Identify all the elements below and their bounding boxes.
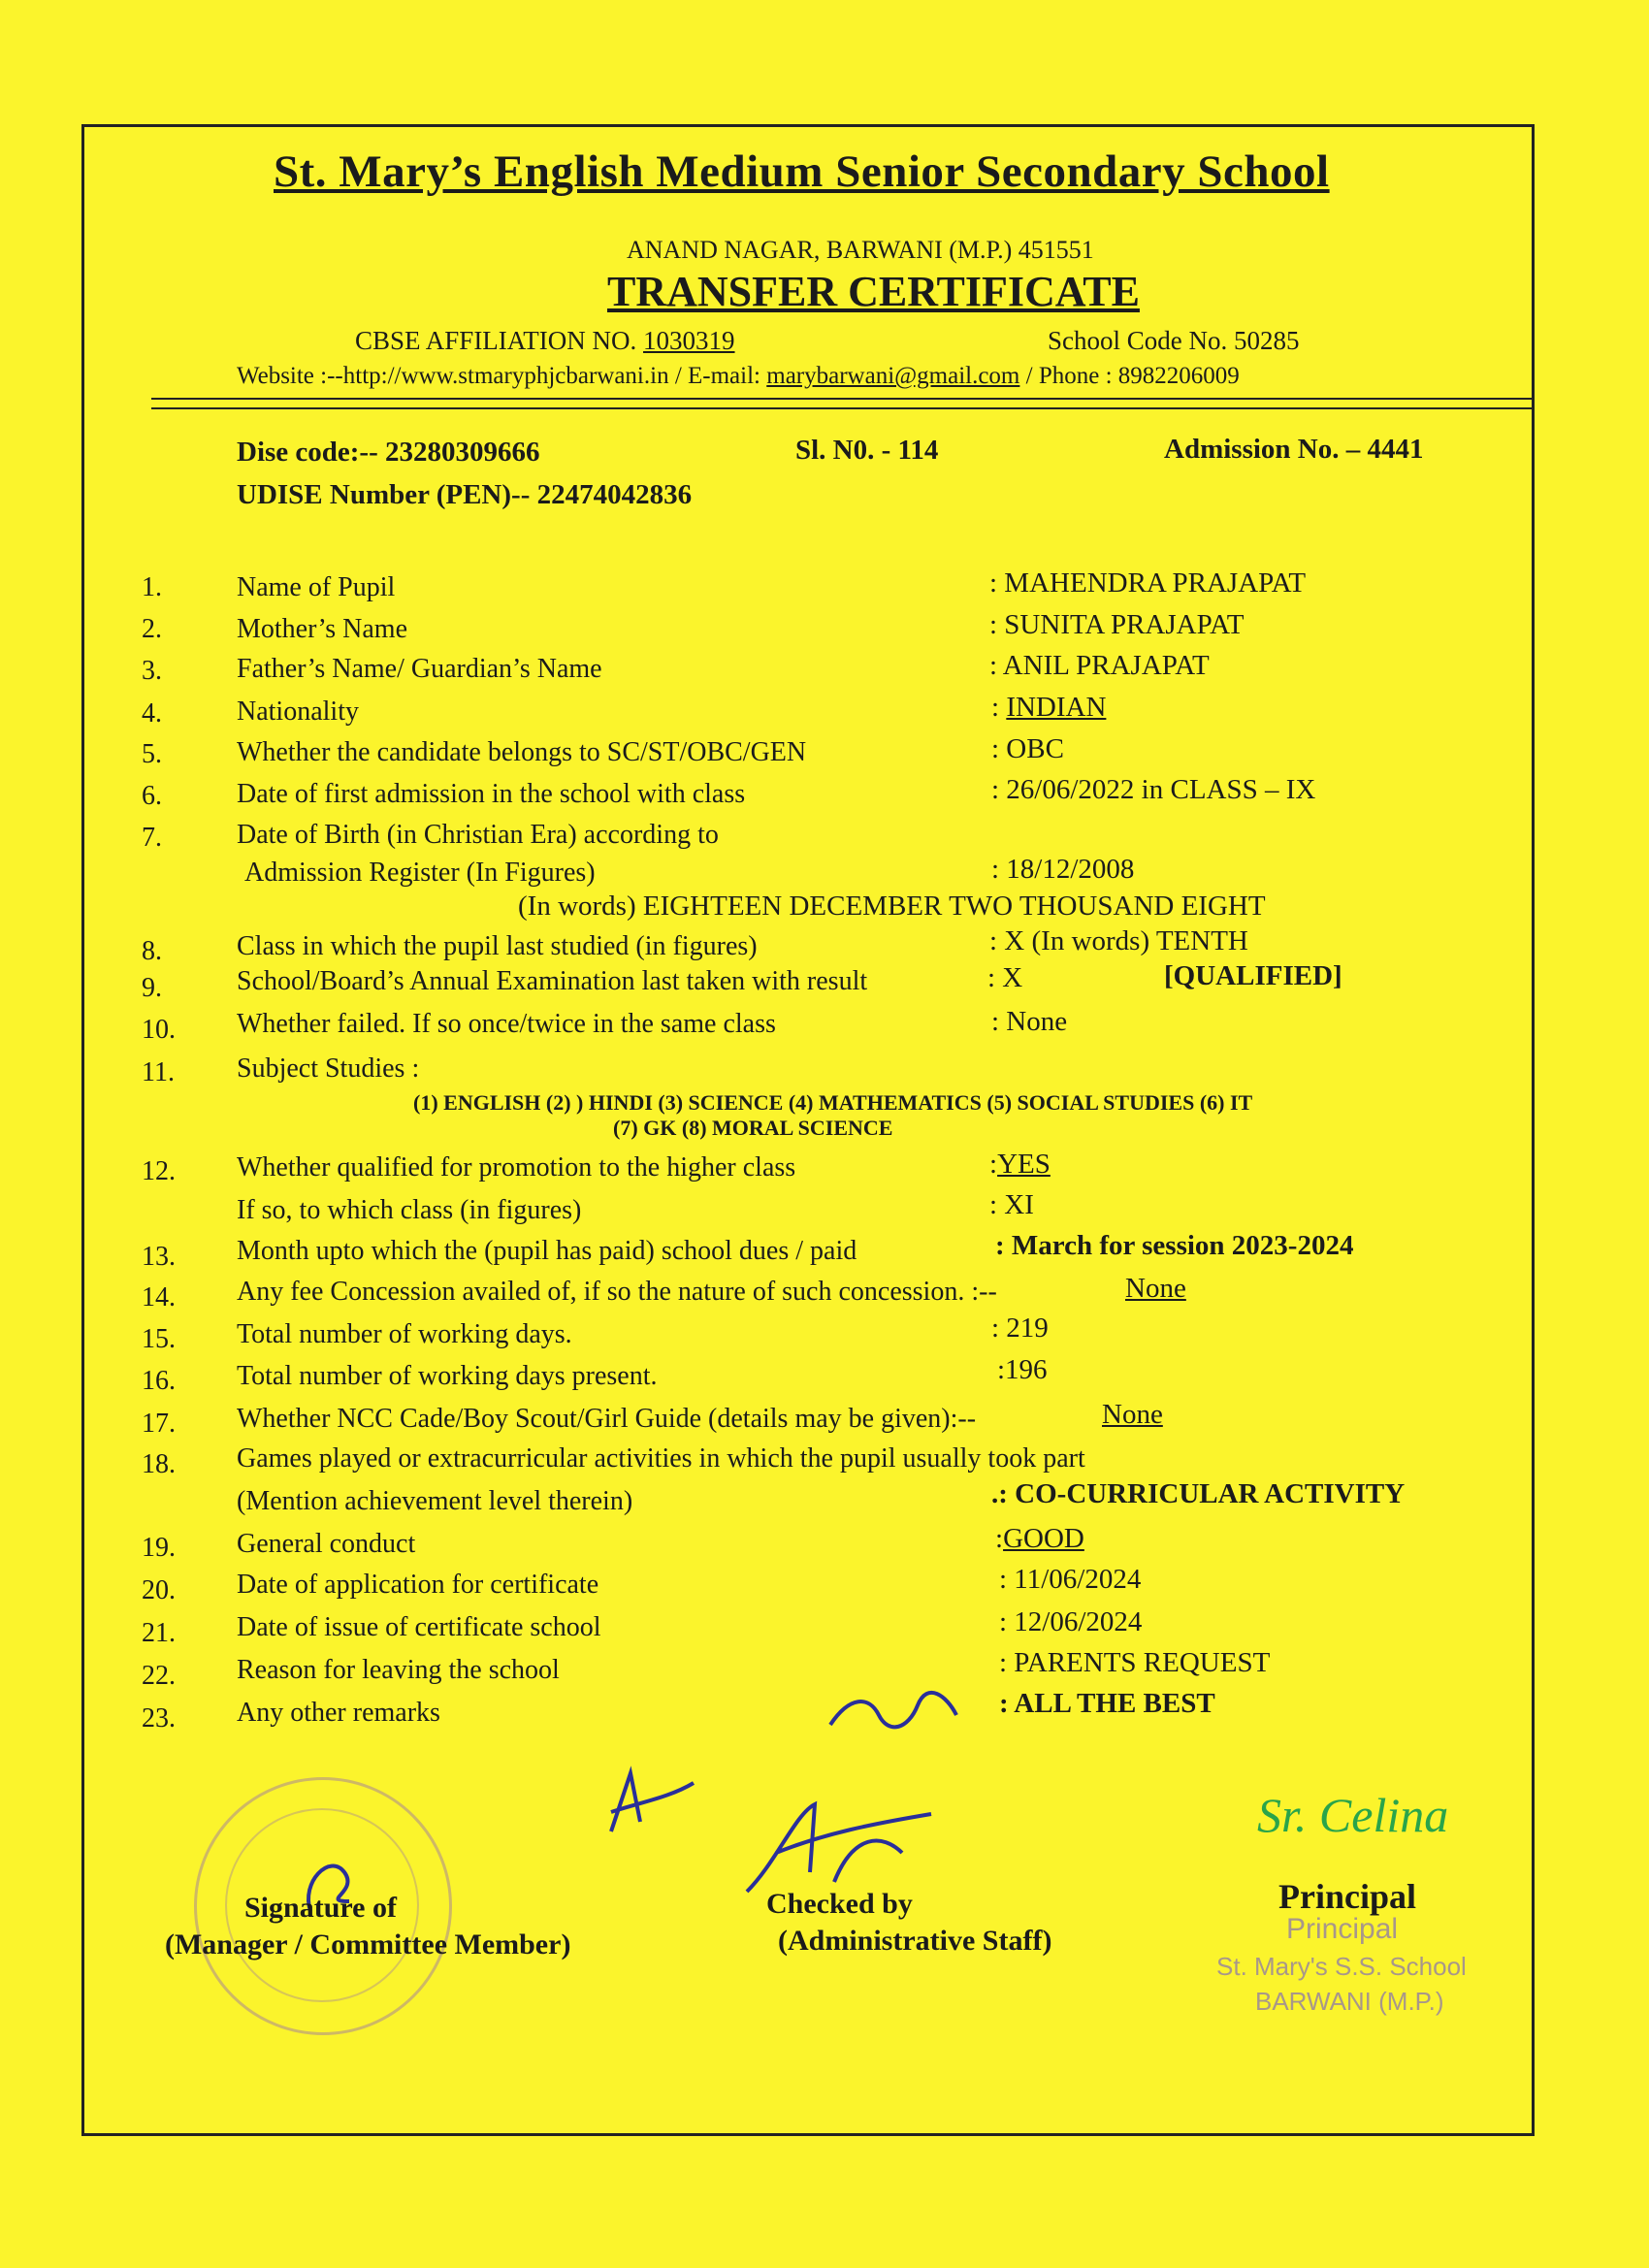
item-label: Date of first admission in the school with class — [237, 779, 746, 809]
item-number: 17. — [142, 1409, 176, 1439]
item-value: None — [1125, 1273, 1186, 1304]
item-number: 12. — [142, 1156, 176, 1186]
manager-signature-line2: (Manager / Committee Member) — [165, 1928, 571, 1960]
item-label: Nationality — [237, 697, 359, 727]
item-value: : 12/06/2024 — [999, 1606, 1143, 1637]
conduct-value: GOOD — [1003, 1523, 1084, 1554]
item-number: 15. — [142, 1324, 176, 1354]
subjects-line-1: (1) ENGLISH (2) ) HINDI (3) SCIENCE (4) MATHEMATICS (5) SOCIAL STUDIES (6) IT — [413, 1090, 1253, 1115]
item-label: Father’s Name/ Guardian’s Name — [237, 654, 602, 684]
item-value-2: : XI — [989, 1189, 1034, 1220]
item-label: Games played or extracurricular activities in which the pupil usually took part — [237, 1443, 1085, 1474]
item-number: 9. — [142, 973, 162, 1003]
item-label: School/Board’s Annual Examination last taken with result — [237, 966, 868, 996]
checked-by-line1: Checked by — [766, 1888, 913, 1920]
header-divider — [151, 398, 1533, 400]
subjects-line-2: (7) GK (8) MORAL SCIENCE — [613, 1116, 893, 1140]
item-number: 16. — [142, 1366, 176, 1396]
website: Website :--http://www.stmaryphjcbarwani.in / E-mail: — [237, 363, 760, 389]
item-value: : 18/12/2008 — [991, 854, 1135, 885]
item-value: : MAHENDRA PRAJAPAT — [989, 567, 1307, 599]
item-number: 14. — [142, 1282, 176, 1312]
item-value: : 26/06/2022 in CLASS – IX — [991, 774, 1316, 805]
affiliation — [355, 326, 735, 356]
item-number: 5. — [142, 739, 162, 769]
school-name: St. Mary’s English Medium Senior Secondary School — [274, 146, 1330, 197]
value-colon: : — [989, 1149, 998, 1180]
exam-result: [QUALIFIED] — [1164, 960, 1342, 991]
item-number: 13. — [142, 1242, 176, 1272]
serial-number: Sl. N0. - 114 — [795, 435, 939, 466]
phone: / Phone : 8982206009 — [1025, 363, 1240, 389]
item-number: 10. — [142, 1015, 176, 1045]
item-label: Reason for leaving the school — [237, 1655, 560, 1685]
dise-code: Dise code:-- 23280309666 — [237, 437, 540, 468]
header-divider-2 — [151, 407, 1533, 409]
document-title: TRANSFER CERTIFICATE — [607, 268, 1140, 315]
item-value: : SUNITA PRAJAPAT — [989, 609, 1245, 640]
item-label: General conduct — [237, 1529, 416, 1559]
affiliation-number: 1030319 — [643, 326, 735, 355]
item-label: Date of Birth (in Christian Era) according to — [237, 820, 719, 850]
item-number: 22. — [142, 1661, 176, 1691]
item-label: Any other remarks — [237, 1698, 440, 1728]
udise-number: UDISE Number (PEN)-- 22474042836 — [237, 479, 693, 510]
item-value: : ALL THE BEST — [999, 1688, 1215, 1719]
item-number: 11. — [142, 1057, 175, 1087]
item-number: 23. — [142, 1703, 176, 1733]
item-value: : X — [987, 962, 1023, 993]
item-label-2: (Mention achievement level therein) — [237, 1486, 633, 1516]
item-label: Date of application for certificate — [237, 1570, 599, 1600]
principal-stamp-school: St. Mary's S.S. School — [1216, 1952, 1467, 1981]
item-label: Total number of working days. — [237, 1319, 572, 1349]
item-number: 6. — [142, 781, 162, 811]
item-label: Any fee Concession availed of, if so the nature of such concession. :-- — [237, 1277, 997, 1307]
promotion-value: YES — [997, 1149, 1051, 1180]
dob-in-words: (In words) EIGHTEEN DECEMBER TWO THOUSAND EIGHT — [518, 891, 1266, 922]
item-label: Whether qualified for promotion to the higher class — [237, 1152, 796, 1183]
item-number: 1. — [142, 572, 162, 602]
item-value: : 219 — [991, 1312, 1049, 1344]
item-number: 2. — [142, 614, 162, 644]
item-value: : 11/06/2024 — [999, 1564, 1142, 1595]
item-value: : X (In words) TENTH — [989, 925, 1248, 956]
item-value: : ANIL PRAJAPAT — [989, 650, 1210, 681]
value-colon: : — [991, 692, 1000, 723]
item-label: Subject Studies : — [237, 1053, 420, 1084]
item-label-2: Admission Register (In Figures) — [244, 858, 596, 888]
handwritten-initial-mark — [821, 1676, 966, 1744]
item-number: 8. — [142, 936, 162, 966]
item-label: Whether failed. If so once/twice in the same class — [237, 1009, 776, 1039]
item-number: 19. — [142, 1533, 176, 1563]
item-label: Name of Pupil — [237, 572, 396, 602]
principal-stamp-place: BARWANI (M.P.) — [1255, 1987, 1444, 2016]
item-value: : March for session 2023-2024 — [995, 1230, 1354, 1261]
item-label: Date of issue of certificate school — [237, 1612, 601, 1642]
item-number: 18. — [142, 1449, 176, 1479]
item-value: :196 — [997, 1354, 1048, 1385]
value-colon: : — [995, 1523, 1004, 1554]
principal-handwritten-signature: Sr. Celina — [1257, 1788, 1449, 1842]
item-label-2: If so, to which class (in figures) — [237, 1195, 582, 1225]
nationality-value: INDIAN — [1006, 692, 1107, 723]
school-code: School Code No. 50285 — [1048, 326, 1300, 355]
item-value — [995, 1523, 1084, 1555]
checked-by-line2: (Administrative Staff) — [778, 1925, 1052, 1957]
item-label: Month upto which the (pupil has paid) school dues / paid — [237, 1236, 857, 1266]
manager-signature-mark — [582, 1754, 698, 1861]
item-label: Class in which the pupil last studied (in figures) — [237, 931, 758, 961]
item-number: 4. — [142, 698, 162, 729]
manager-signature-line1: Signature of — [244, 1892, 397, 1924]
school-address: ANAND NAGAR, BARWANI (M.P.) 451551 — [627, 236, 1094, 264]
item-number: 21. — [142, 1618, 176, 1648]
item-value — [989, 1149, 1051, 1181]
principal-title: Principal — [1278, 1877, 1416, 1916]
item-label: Whether the candidate belongs to SC/ST/OBC/GEN — [237, 737, 807, 767]
affiliation-label: CBSE AFFILIATION NO. — [355, 326, 637, 355]
email: marybarwani@gmail.com — [766, 363, 1020, 389]
item-label: Total number of working days present. — [237, 1361, 658, 1391]
principal-stamp-title: Principal — [1286, 1913, 1399, 1945]
contact-line — [237, 363, 1240, 390]
item-value: None — [1102, 1399, 1163, 1430]
item-number: 20. — [142, 1575, 176, 1605]
item-label: Whether NCC Cade/Boy Scout/Girl Guide (details may be given):-- — [237, 1404, 977, 1434]
item-number: 3. — [142, 656, 162, 686]
admission-number: Admission No. – 4441 — [1164, 434, 1424, 465]
item-value: .: CO-CURRICULAR ACTIVITY — [991, 1478, 1406, 1509]
item-label: Mother’s Name — [237, 614, 407, 644]
item-value: : None — [991, 1006, 1068, 1037]
item-value — [991, 692, 1106, 724]
item-value: : OBC — [991, 733, 1064, 764]
staff-signature-mark — [737, 1795, 941, 1901]
item-number: 7. — [142, 823, 162, 853]
item-value: : PARENTS REQUEST — [999, 1647, 1271, 1678]
